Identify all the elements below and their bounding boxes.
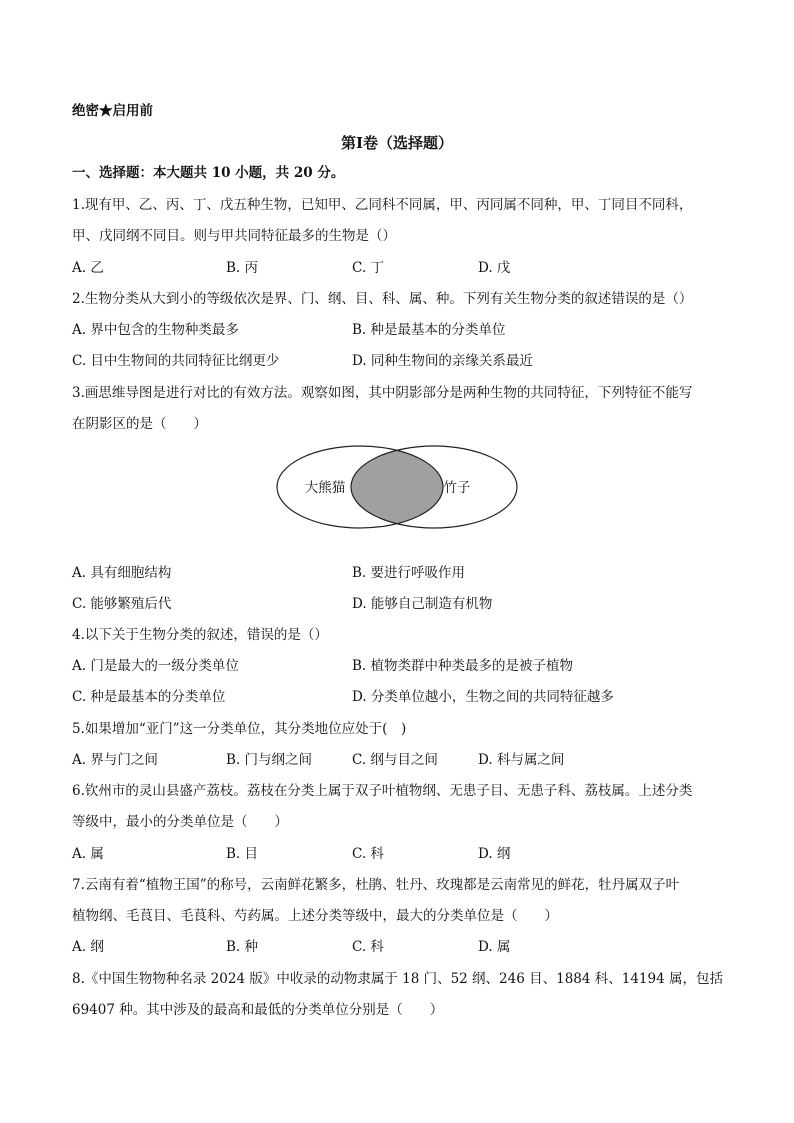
q1-option-d: D. 戊: [478, 260, 511, 276]
q6-stem-line-1: 6.钦州市的灵山县盛产荔枝。荔枝在分类上属于双子叶植物纲、无患子目、无患子科、荔枝属。上述分类: [72, 783, 693, 799]
q2-stem-line-1: 2.生物分类从大到小的等级依次是界、门、纲、目、科、属、种。下列有关生物分类的叙述错误的是（）: [72, 291, 693, 307]
q5-stem-line-1: 5.如果增加“亚门”这一分类单位，其分类地位应处于( ): [72, 721, 407, 737]
q6-option-a: A. 属: [72, 846, 104, 862]
q4-option-c: C. 种是最基本的分类单位: [72, 689, 226, 705]
q1-option-c: C. 丁: [352, 260, 384, 276]
q1-stem-line-1: 1.现有甲、乙、丙、丁、戊五种生物，已知甲、乙同科不同属，甲、丙同属不同种，甲、丁同目不同科，: [72, 197, 693, 213]
venn-right-label: 竹子: [443, 480, 471, 496]
q6-option-d: D. 纲: [478, 846, 511, 862]
q5-option-a: A. 界与门之间: [72, 752, 158, 768]
q6-option-c: C. 科: [352, 846, 384, 862]
q8-stem-line-1: 8.《中国生物物种名录 2024 版》中收录的动物隶属于 18 门、52 纲、246 目、1884 科、14194 属，包括: [72, 971, 723, 987]
q1-option-b: B. 丙: [226, 260, 259, 276]
q6-stem-line-2: 等级中，最小的分类单位是（ ）: [72, 814, 288, 830]
q2-option-c: C. 目中生物间的共同特征比纲更少: [72, 353, 280, 369]
q3-option-b: B. 要进行呼吸作用: [352, 565, 466, 581]
q8-stem-line-2: 69407 种。其中涉及的最高和最低的分类单位分别是（ ）: [72, 1002, 444, 1018]
q4-option-b: B. 植物类群中种类最多的是被子植物: [352, 658, 574, 674]
q5-option-c: C. 纲与目之间: [352, 752, 438, 768]
q7-option-b: B. 种: [226, 939, 259, 955]
q1-stem-line-2: 甲、戊同纲不同目。则与甲共同特征最多的生物是（）: [72, 228, 396, 244]
q3-option-a: A. 具有细胞结构: [72, 565, 172, 581]
q3-stem-line-2: 在阴影区的是（ ）: [72, 416, 207, 432]
q6-option-b: B. 目: [226, 846, 259, 862]
q3-option-c: C. 能够繁殖后代: [72, 596, 172, 612]
q5-option-d: D. 科与属之间: [478, 752, 565, 768]
q3-stem-line-1: 3.画思维导图是进行对比的有效方法。观察如图，其中阴影部分是两种生物的共同特征，下列特征不能写: [72, 385, 693, 401]
q1-option-a: A. 乙: [72, 260, 104, 276]
venn-left-label: 大熊猫: [304, 480, 346, 496]
section-heading: 一、选择题：本大题共 10 小题，共 20 分。: [72, 165, 345, 181]
q4-stem-line-1: 4.以下关于生物分类的叙述，错误的是（）: [72, 627, 328, 643]
venn-diagram: [270, 440, 526, 535]
q7-stem-line-1: 7.云南有着“植物王国”的称号，云南鲜花繁多，杜鹃、牡丹、玫瑰都是云南常见的鲜花，牡丹属双子叶: [72, 877, 680, 893]
q2-option-d: D. 同种生物间的亲缘关系最近: [352, 353, 533, 369]
q2-option-b: B. 种是最基本的分类单位: [352, 322, 506, 338]
volume-title: 第Ⅰ卷（选择题）: [340, 134, 454, 152]
q2-option-a: A. 界中包含的生物种类最多: [72, 322, 239, 338]
q4-option-d: D. 分类单位越小，生物之间的共同特征越多: [352, 689, 614, 705]
confidential-label: 绝密★启用前: [72, 103, 153, 119]
q7-option-d: D. 属: [478, 939, 511, 955]
q4-option-a: A. 门是最大的一级分类单位: [72, 658, 239, 674]
q7-option-a: A. 纲: [72, 939, 104, 955]
q3-option-d: D. 能够自己制造有机物: [352, 596, 493, 612]
q7-stem-line-2: 植物纲、毛茛目、毛茛科、芍药属。上述分类等级中，最大的分类单位是（ ）: [72, 908, 558, 924]
q7-option-c: C. 科: [352, 939, 384, 955]
q5-option-b: B. 门与纲之间: [226, 752, 313, 768]
